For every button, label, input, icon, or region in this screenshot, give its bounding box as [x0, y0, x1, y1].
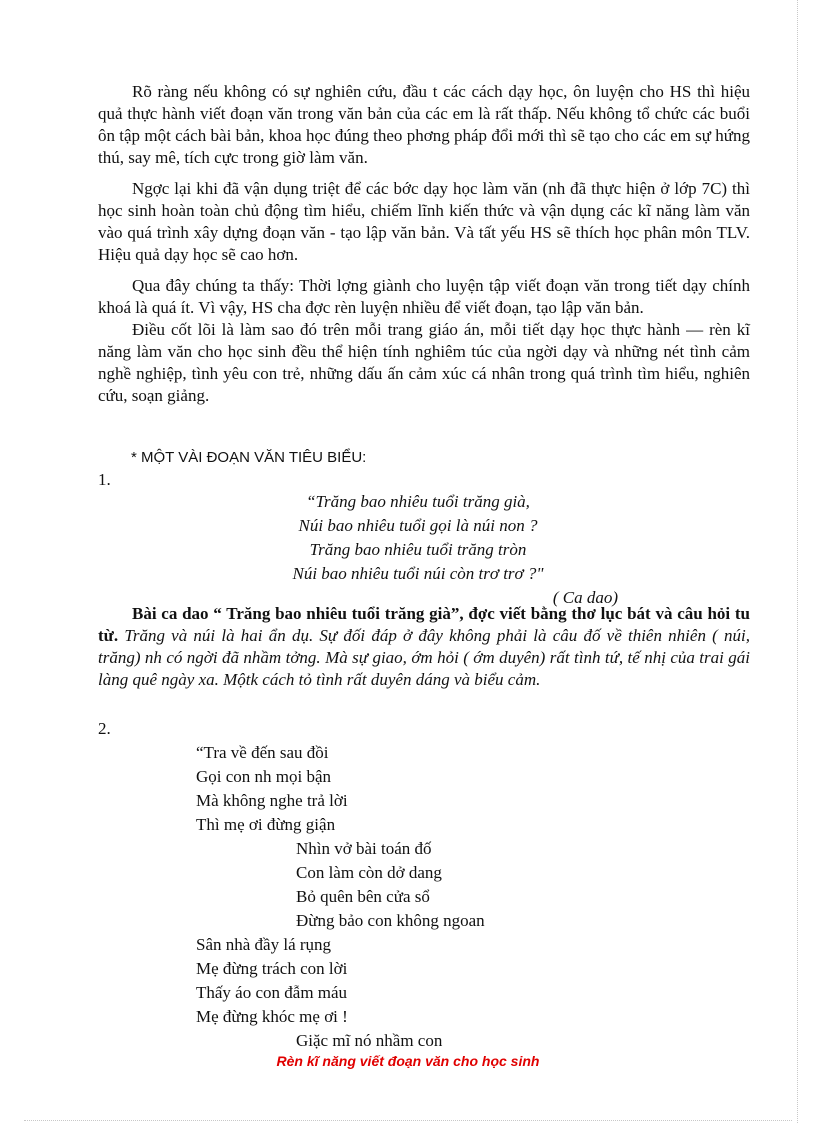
poem-2-line: Thì mẹ ơi đừng giận	[196, 815, 336, 834]
poem-2-line: Bỏ quên bên cửa sổ	[296, 887, 430, 906]
poem-2-line: Thấy áo con đẫm máu	[196, 983, 348, 1002]
poem-1-line-2: Núi bao nhiêu tuổi gọi là núi non ?	[298, 516, 538, 535]
page-bottom-border	[24, 1120, 792, 1121]
poem-2-line: Đừng bảo con không ngoan	[296, 911, 485, 930]
poem-2-line: Con làm còn dở dang	[296, 863, 442, 882]
poem-1	[218, 490, 618, 610]
poem-2-line: Nhìn vở bài toán đố	[296, 839, 432, 858]
poem-1-line-1: “Trăng bao nhiêu tuổi trăng già,	[306, 492, 530, 511]
poem-2	[196, 741, 485, 1053]
paragraph-3: Qua đây chúng ta thấy: Thời lợng giành cho luyện tập viết đoạn văn trong tiết dạy chính khoá là quá ít. Vì vậy, HS cha đợc rèn luyện nhiều để viết đoạn, tạo lập văn bản.	[98, 276, 750, 317]
paragraph-4: Điều cốt lõi là làm sao đó trên mỗi trang giáo án, mỗi tiết dạy học thực hành — rèn kĩ năng làm văn cho học sinh đều thể hiện tính nghiêm túc của ngời dạy và những nét tình cảm nghề nghiệp, tình yêu con trẻ, những dấu ấn cảm xúc cá nhân trong quá trình tìm hiểu, nghiên cứu, soạn giảng.	[98, 320, 750, 405]
poem-2-line: Mẹ đừng trách con lời	[196, 959, 348, 978]
section-title: * MỘT VÀI ĐOẠN VĂN TIÊU BIỂU:	[131, 449, 367, 466]
poem-1-commentary	[98, 603, 750, 691]
page-right-border	[797, 0, 798, 1123]
poem-2-line: “Tra về đến sau đồi	[196, 743, 329, 762]
poem-2-line: Gọi con nh mọi bận	[196, 767, 332, 786]
poem-1-source: ( Ca dao)	[552, 588, 618, 607]
poem-1-line-3: Trăng bao nhiêu tuổi trăng tròn	[309, 540, 527, 559]
commentary-bold: Bài ca dao “ Trăng bao nhiêu tuổi trăng già”, đợc viết bằng thơ lục bát và câu hỏi tu từ.	[98, 604, 750, 645]
paragraph-1: Rõ ràng nếu không có sự nghiên cứu, đầu t các cách dạy học, ôn luyện cho HS thì hiệu quả thực hành viết đoạn văn trong văn bản của các em là rất thấp. Nếu không tổ chức các buổi ôn tập một cách bài bản, khoa học đúng theo phơng pháp đổi mới thì sẽ tạo cho các em sự hứng thú, say mê, tích cực trong giờ làm văn.	[98, 82, 750, 167]
poem-2-line: Mẹ đừng khóc mẹ ơi !	[196, 1007, 348, 1026]
poem-2-line: Mà không nghe trả lời	[196, 791, 348, 810]
poem-2-line: Giặc mĩ nó nhầm con	[296, 1031, 443, 1050]
paragraph-2: Ngợc lại khi đã vận dụng triệt để các bớc dạy học làm văn (nh đã thực hiện ở lớp 7C) thì học sinh hoàn toàn chủ động tìm hiểu, chiếm lĩnh kiến thức và vận dụng các kĩ năng làm văn vào quá trình xây dựng đoạn văn - tạo lập văn bản. Và tất yếu HS sẽ thích học phân môn TLV. Hiệu quả dạy học sẽ cao hơn.	[98, 179, 750, 264]
poem-2-line: Sân nhà đầy lá rụng	[196, 935, 332, 954]
poem-1-line-4: Núi bao nhiêu tuổi núi còn trơ trơ ?"	[292, 564, 544, 583]
item-number-1: 1.	[98, 470, 111, 489]
commentary-italic: Trăng và núi là hai ẩn dụ. Sự đối đáp ở đây không phải là câu đố về thiên nhiên ( núi, trăng) nh có ngời đã nhầm tởng. Mà sự giao, ớm hỏi ( ớm duyên) rất tình tứ, tế nhị của trai gái làng quê ngày xa. Mộtk cách tỏ tình rất duyên dáng và biểu cảm.	[98, 626, 750, 689]
body-text	[98, 81, 750, 416]
item-number-2: 2.	[98, 719, 111, 738]
page-footer: Rèn kĩ năng viết đoạn văn cho học sinh	[276, 1053, 540, 1069]
